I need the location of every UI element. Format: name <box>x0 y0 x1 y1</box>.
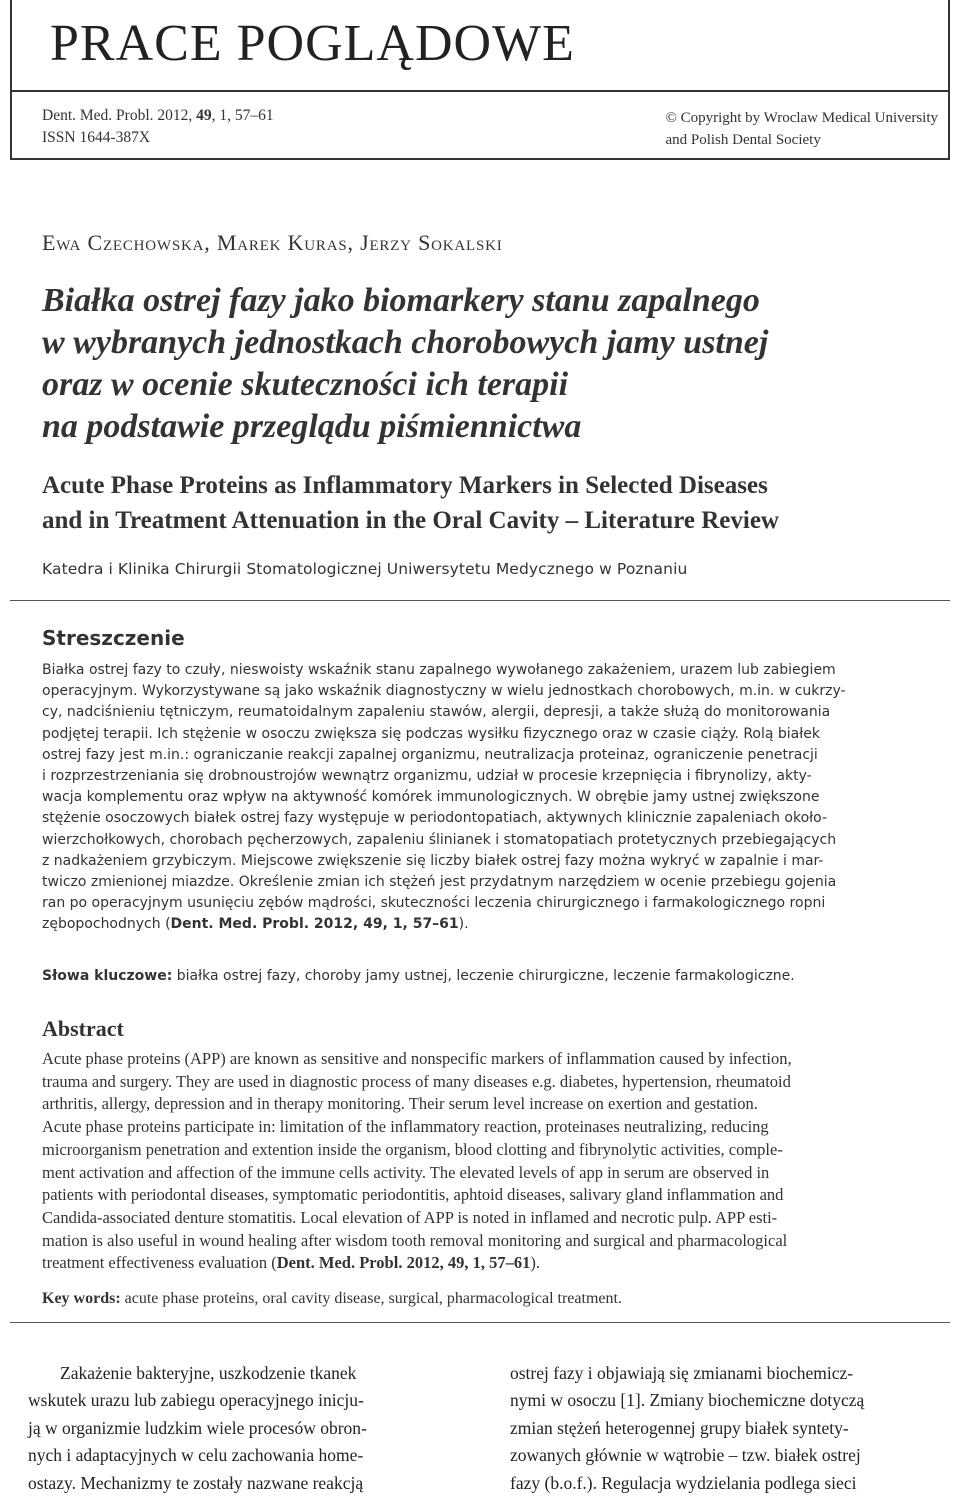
polish-title-line: Białka ostrej fazy jako biomarkery stanu zapalnego <box>42 282 760 319</box>
streszczenie-line: operacyjnym. Wykorzystywane są jako wskaźnik diagnostyczny w wielu jednostkach chorobowych, m.in. w cukrzy- <box>42 683 846 700</box>
streszczenie-line: podjętej terapii. Ich stężenie w osoczu zwiększa się podczas wysiłku fizycznego oraz w czasie ciąży. Rolą białek <box>42 725 820 742</box>
streszczenie-line: cy, nadciśnieniu tętniczym, reumatoidalnym zapaleniu stawów, alergii, depresji, a także służą do monitorowania <box>42 704 831 721</box>
abstract-text <box>42 1048 942 1275</box>
english-title <box>42 468 932 538</box>
english-title-line: and in Treatment Attenuation in the Oral Cavity – Literature Review <box>42 507 779 534</box>
key-words-label: Key words: <box>42 1290 121 1307</box>
streszczenie-text <box>42 660 942 936</box>
body-line: ostrej fazy i objawiają się zmianami biochemicz- <box>510 1363 854 1383</box>
section-title-row <box>12 0 948 92</box>
streszczenie-heading: Streszczenie <box>42 626 185 650</box>
citation-prefix: Dent. Med. Probl. 2012, <box>42 107 197 124</box>
body-line: zowanych głównie w wątrobie – tzw. białek ostrej <box>510 1445 861 1466</box>
polish-title-line: w wybranych jednostkach chorobowych jamy ustnej <box>42 324 769 361</box>
journal-header <box>10 0 950 160</box>
abstract-heading: Abstract <box>42 1016 124 1041</box>
abstract-last-text: treatment effectiveness evaluation ( <box>42 1253 277 1273</box>
streszczenie-citation: Dent. Med. Probl. 2012, 49, 1, 57–61 <box>170 916 459 933</box>
abstract-line: mation is also useful in wound healing after wisdom tooth removal monitoring and surgical and pharmacological <box>42 1230 788 1250</box>
abstract-line: Candida-associated denture stomatitis. Local elevation of APP is noted in inflamed and necrotic pulp. APP esti- <box>42 1207 778 1227</box>
body-line: wskutek urazu lub zabiegu operacyjnego inicju- <box>28 1390 364 1411</box>
streszczenie-last-line <box>42 914 942 935</box>
key-words <box>42 1290 622 1308</box>
body-line: nych i adaptacyjnych w celu zachowania home- <box>28 1445 364 1466</box>
divider <box>10 1322 950 1323</box>
abstract-line: Acute phase proteins participate in: limitation of the inflammatory reaction, proteinases neutralizing, reducing <box>42 1117 769 1137</box>
polish-title <box>42 280 922 448</box>
streszczenie-line: ran po operacyjnym usunięciu zębów mądrości, skuteczności leczenia chirurgicznego i farmakologicznego ropni <box>42 895 826 912</box>
copyright-line-2: and Polish Dental Society <box>665 132 821 148</box>
body-line: Zakażenie bakteryjne, uszkodzenie tkanek <box>60 1363 357 1383</box>
body-line: nymi w osoczu [1]. Zmiany biochemiczne dotyczą <box>510 1390 865 1411</box>
streszczenie-line: Białka ostrej fazy to czuły, nieswoisty wskaźnik stanu zapalnego wywołanego zakażeniem, urazem lub zabiegiem <box>42 662 836 678</box>
streszczenie-line: twiczo zmienionej miazdze. Określenie zmian ich stężeń jest przydatnym narzędziem w ocenie przebiegu gojenia <box>42 874 837 891</box>
streszczenie-line: wierzchołkowych, chorobach pęcherzowych, zapaleniu ślinianek i stomatopatiach protetycznych przebiegających <box>42 831 837 848</box>
streszczenie-last-text: zębopochodnych ( <box>42 916 171 933</box>
abstract-citation: Dent. Med. Probl. 2012, 49, 1, 57–61 <box>276 1253 531 1273</box>
body-line: ostazy. Mechanizmy te zostały nazwane reakcją <box>28 1472 364 1493</box>
polish-title-line: na podstawie przeglądu piśmiennictwa <box>42 408 582 445</box>
abstract-line: trauma and surgery. They are used in diagnostic process of many diseases e.g. diabetes, hypertension, rheumatoid <box>42 1071 791 1091</box>
citation-suffix: , 1, 57–61 <box>211 107 274 124</box>
copyright-line-1: © Copyright by Wroclaw Medical University <box>665 110 938 126</box>
body-column-right <box>510 1360 935 1497</box>
abstract-last-line <box>42 1252 942 1275</box>
abstract-last-end: ). <box>530 1253 540 1273</box>
streszczenie-line: wacja komplementu oraz wpływ na aktywność komórek immunologicznych. W obrębie jamy ustnej zwiększone <box>42 789 820 806</box>
slowa-kluczowe-text: białka ostrej fazy, choroby jamy ustnej, leczenie chirurgiczne, leczenie farmakologiczne. <box>172 968 795 984</box>
key-words-text: acute phase proteins, oral cavity disease, surgical, pharmacological treatment. <box>120 1290 622 1307</box>
issn: ISSN 1644-387X <box>42 129 151 146</box>
abstract-line: microorganism penetration and extention inside the organism, blood clotting and fibrynolytic activities, comple- <box>42 1139 783 1159</box>
slowa-kluczowe-label: Słowa kluczowe: <box>42 968 173 984</box>
abstract-line: ment activation and affection of the immune cells activity. The elevated levels of app in serum are observed in <box>42 1162 770 1182</box>
streszczenie-line: z nadkażeniem grzybiczym. Miejscowe zwiększenie się liczby białek ostrej fazy można wykryć w zapalnie i mar- <box>42 852 824 869</box>
slowa-kluczowe <box>42 968 795 984</box>
authors: Ewa Czechowska, Marek Kuras, Jerzy Sokalski <box>42 230 503 255</box>
body-line: ją w organizmie ludzkim wiele procesów obron- <box>28 1417 367 1438</box>
streszczenie-last-end: ). <box>458 916 469 933</box>
streszczenie-line: ostrej fazy jest m.in.: ograniczanie reakcji zapalnej organizmu, neutralizacja proteinaz, ograniczenie penetracji <box>42 746 818 763</box>
abstract-line: arthritis, allergy, depression and in therapy monitoring. Their serum level increase on exertion and gestation. <box>42 1094 758 1114</box>
copyright-notice <box>665 107 938 151</box>
citation-line <box>42 105 274 127</box>
body-line: fazy (b.o.f.). Regulacja wydzielania podlega sieci <box>510 1472 857 1493</box>
affiliation: Katedra i Klinika Chirurgii Stomatologicznej Uniwersytetu Medycznego w Poznaniu <box>42 560 688 578</box>
section-title: PRACE POGLĄDOWE <box>50 15 575 72</box>
abstract-line: patients with periodontal diseases, symptomatic periodontitis, aphtoid diseases, salivary gland inflammation and <box>42 1185 784 1205</box>
citation-volume: 49 <box>196 107 212 124</box>
journal-citation <box>42 105 274 149</box>
body-line: zmian stężeń heterogennej grupy białek syntety- <box>510 1417 849 1438</box>
streszczenie-line: stężenie osoczowych białek ostrej fazy występuje w periodontopatiach, aktywnych klinicznie zapaleniach około- <box>42 810 828 827</box>
polish-title-line: oraz w ocenie skuteczności ich terapii <box>42 366 569 403</box>
divider <box>10 600 950 601</box>
streszczenie-line: i rozprzestrzeniania się drobnoustrojów wewnątrz organizmu, udział w procesie krzepnięcia i fibrynolizy, akty- <box>42 768 812 785</box>
abstract-line: Acute phase proteins (APP) are known as sensitive and nonspecific markers of inflammation caused by infection, <box>42 1049 792 1068</box>
body-column-left <box>28 1360 453 1497</box>
english-title-line: Acute Phase Proteins as Inflammatory Markers in Selected Diseases <box>42 472 768 499</box>
